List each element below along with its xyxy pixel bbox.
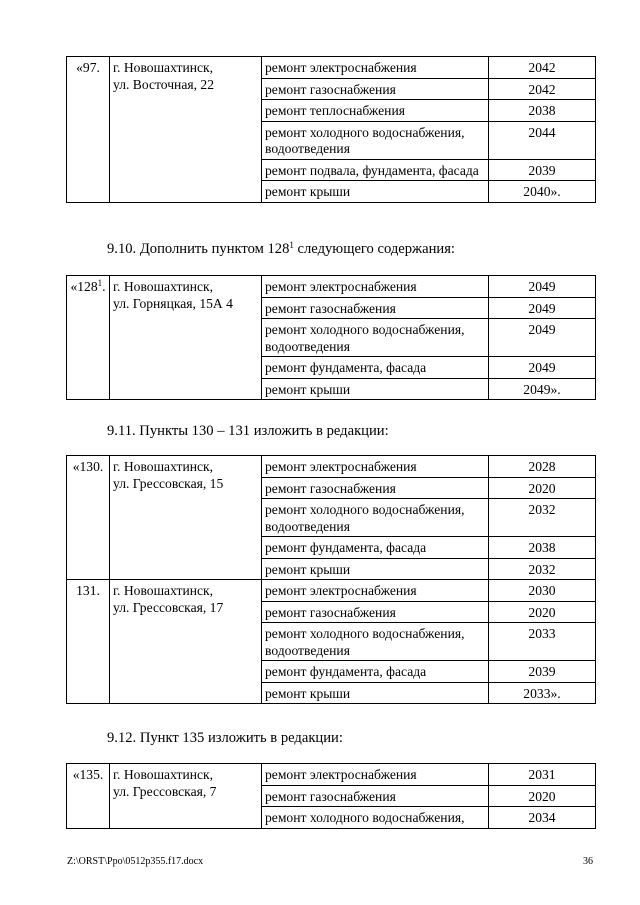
work-year: 2033». xyxy=(489,682,596,704)
work-year: 2049 xyxy=(489,319,596,357)
item-number xyxy=(67,276,110,400)
address-cell xyxy=(110,276,262,400)
work-year: 2039 xyxy=(489,159,596,181)
work-year: 2039 xyxy=(489,661,596,683)
work-type: ремонт холодного водоснабжения, водоотведения xyxy=(262,121,489,159)
item-number-text: 131. xyxy=(76,583,100,598)
address-cell xyxy=(110,57,262,203)
work-year: 2044 xyxy=(489,121,596,159)
address-street: ул. Восточная, 22 xyxy=(113,76,215,92)
work-type: ремонт фундамента, фасада xyxy=(262,357,489,379)
work-year: 2020 xyxy=(489,601,596,623)
work-year: 2020 xyxy=(489,785,596,807)
table-body xyxy=(67,276,596,400)
instruction-9-10-text: 9.10. Дополнить пунктом 128 xyxy=(107,241,290,257)
work-type: ремонт газоснабжения xyxy=(262,78,489,100)
work-year: 2032 xyxy=(489,558,596,580)
instruction-9-10-sup: 1 xyxy=(289,240,294,250)
work-type: ремонт холодного водоснабжения, водоотведения xyxy=(262,499,489,537)
work-type: ремонт фундамента, фасада xyxy=(262,661,489,683)
item-number xyxy=(67,57,110,203)
table-row xyxy=(67,580,596,602)
address-street: ул. Горняцкая, 15А 4 xyxy=(113,295,233,311)
table-item-128-1 xyxy=(66,275,596,400)
table-items-130-131 xyxy=(66,455,596,704)
item-number xyxy=(67,580,110,704)
work-year: 2040». xyxy=(489,181,596,203)
work-type: ремонт электроснабжения xyxy=(262,764,489,786)
work-type: ремонт электроснабжения xyxy=(262,580,489,602)
table-item-97 xyxy=(66,56,596,203)
table-body xyxy=(67,456,596,704)
table-item-135 xyxy=(66,763,596,829)
instruction-9-10 xyxy=(107,240,455,258)
item-number-text: «97. xyxy=(76,60,100,75)
work-year: 2033 xyxy=(489,623,596,661)
item-number xyxy=(67,456,110,580)
work-year: 2034 xyxy=(489,807,596,829)
work-type: ремонт крыши xyxy=(262,378,489,400)
footer-file-path: Z:\ORST\Ppo\0512p355.f17.docx xyxy=(67,856,204,867)
work-year: 2020 xyxy=(489,477,596,499)
work-type: ремонт электроснабжения xyxy=(262,276,489,298)
work-year: 2049 xyxy=(489,276,596,298)
address-cell xyxy=(110,456,262,580)
item-number-sup: 1 xyxy=(97,278,103,288)
address-cell xyxy=(110,764,262,829)
work-type: ремонт газоснабжения xyxy=(262,477,489,499)
table-row xyxy=(67,456,596,478)
item-number-text: «130. xyxy=(72,459,104,474)
address-city: г. Новошахтинск, xyxy=(113,767,214,782)
work-type: ремонт крыши xyxy=(262,682,489,704)
instruction-9-10-tail: следующего содержания: xyxy=(293,241,455,257)
work-year: 2028 xyxy=(489,456,596,478)
table-body xyxy=(67,764,596,829)
table-row xyxy=(67,57,596,79)
work-type: ремонт холодного водоснабжения, xyxy=(262,807,489,829)
work-year: 2042 xyxy=(489,57,596,79)
work-year: 2049 xyxy=(489,297,596,319)
item-number xyxy=(67,764,110,829)
item-number-text: «135. xyxy=(72,767,104,782)
item-number-text: «128 xyxy=(70,279,98,294)
work-type: ремонт газоснабжения xyxy=(262,601,489,623)
address-city: г. Новошахтинск, xyxy=(113,60,214,75)
work-year: 2049 xyxy=(489,357,596,379)
work-type: ремонт фундамента, фасада xyxy=(262,537,489,559)
work-year: 2042 xyxy=(489,78,596,100)
table-row xyxy=(67,764,596,786)
item-number-suffix: . xyxy=(102,279,106,294)
address-street: ул. Грессовская, 15 xyxy=(113,475,224,491)
address-city: г. Новошахтинск, xyxy=(113,459,214,474)
work-type: ремонт подвала, фундамента, фасада xyxy=(262,159,489,181)
table-body xyxy=(67,57,596,203)
address-street: ул. Грессовская, 17 xyxy=(113,599,224,615)
work-year: 2049». xyxy=(489,378,596,400)
instruction-9-12: 9.12. Пункт 135 изложить в редакции: xyxy=(107,730,343,746)
work-year: 2032 xyxy=(489,499,596,537)
work-year: 2038 xyxy=(489,537,596,559)
work-year: 2031 xyxy=(489,764,596,786)
footer-page-number: 36 xyxy=(583,856,593,867)
work-type: ремонт крыши xyxy=(262,181,489,203)
work-type: ремонт электроснабжения xyxy=(262,57,489,79)
work-type: ремонт газоснабжения xyxy=(262,785,489,807)
instruction-9-11: 9.11. Пункты 130 – 131 изложить в редакции: xyxy=(107,423,389,439)
work-type: ремонт теплоснабжения xyxy=(262,100,489,122)
work-type: ремонт крыши xyxy=(262,558,489,580)
address-cell xyxy=(110,580,262,704)
work-year: 2038 xyxy=(489,100,596,122)
table-row xyxy=(67,276,596,298)
work-type: ремонт электроснабжения xyxy=(262,456,489,478)
address-city: г. Новошахтинск, xyxy=(113,279,214,294)
address-street: ул. Грессовская, 7 xyxy=(113,783,217,799)
work-type: ремонт газоснабжения xyxy=(262,297,489,319)
address-city: г. Новошахтинск, xyxy=(113,583,214,598)
work-type: ремонт холодного водоснабжения, водоотведения xyxy=(262,319,489,357)
work-type: ремонт холодного водоснабжения, водоотведения xyxy=(262,623,489,661)
work-year: 2030 xyxy=(489,580,596,602)
